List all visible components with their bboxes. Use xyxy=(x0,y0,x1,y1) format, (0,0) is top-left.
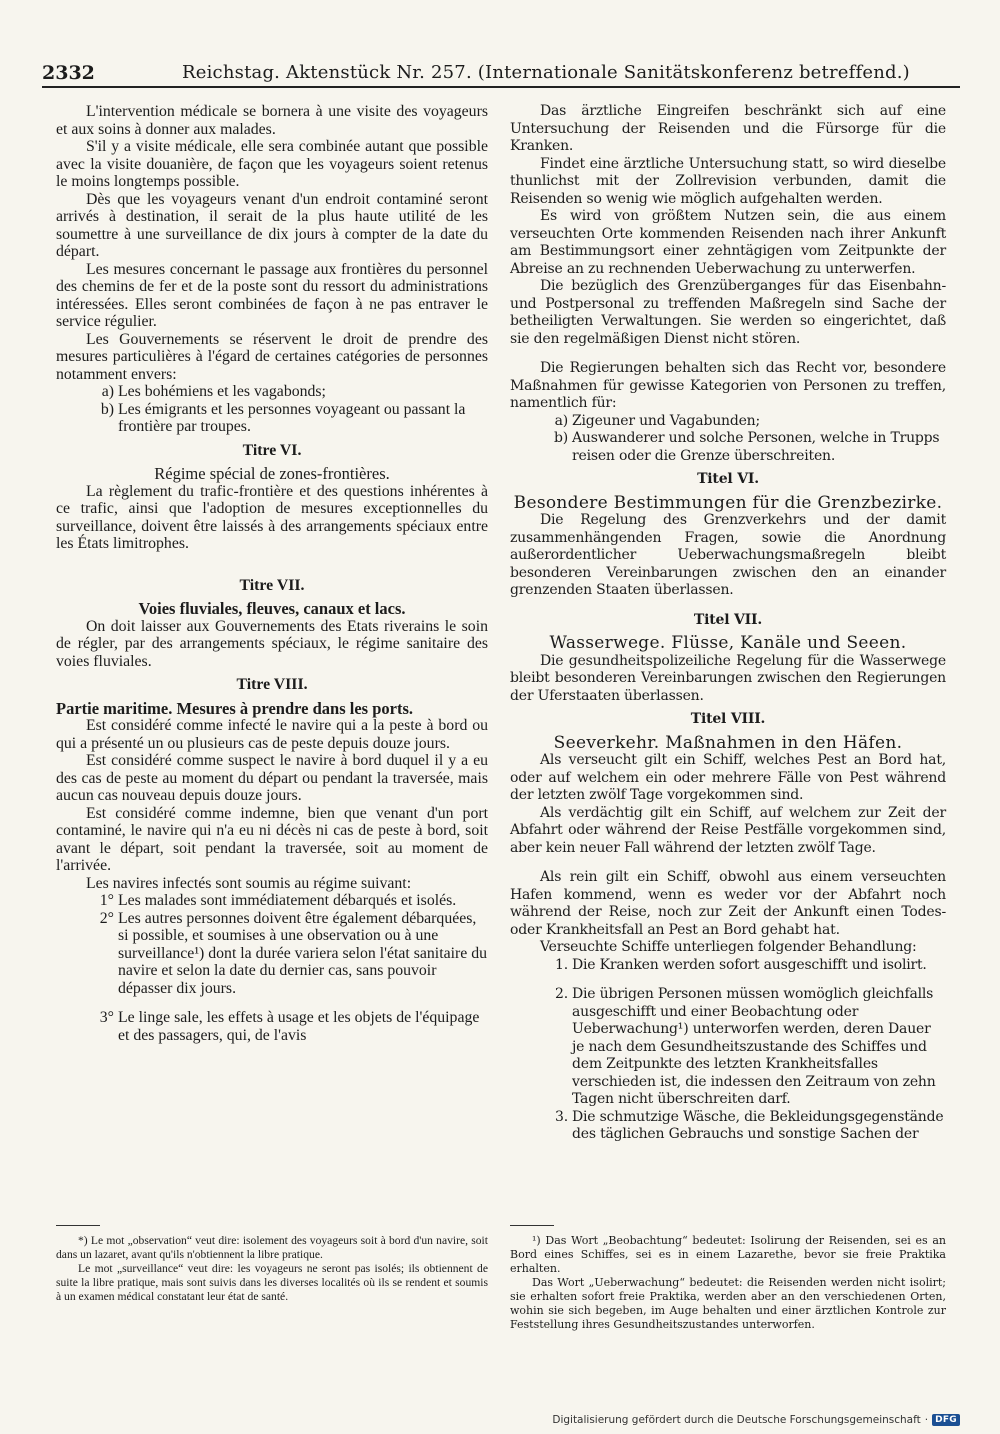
german-paragraph: Die Regelung des Grenzverkehrs und der damit zusammenhängenden Fragen, sowie die Anordnung außerordentlicher Ueberwachungsmaßregeln bleibt besonderen Vereinbarungen zwischen den an einander grenzenden Staaten überlassen. xyxy=(510,512,946,598)
french-paragraph: On doit laisser aux Gouvernements des Etats riverains le soin de régler, par des arrangements spéciaux, le régime sanitaire des voies fluviales. xyxy=(56,617,488,670)
header-rule xyxy=(42,86,960,88)
german-paragraph: Es wird von größtem Nutzen sein, die aus einem verseuchten Orte kommenden Reisenden nach ihrer Ankunft am Bestimmungsort einer zehntägigen vom Zeitpunkte der Abreise an zu rechnenden Ueberwachung zu unterwerfen. xyxy=(510,208,946,277)
section-title: Titel VIII. xyxy=(690,711,766,727)
french-column xyxy=(56,103,488,1044)
list-label: b) xyxy=(100,400,114,418)
french-footnotes xyxy=(56,1234,488,1304)
list-item xyxy=(510,986,946,1109)
french-paragraph: Est considéré comme suspect le navire à bord duquel il y a eu des cas de peste au moment du départ ou pendant la traversée, mais aucun cas nouveau depuis douze jours. xyxy=(56,752,488,804)
footnote: Das Wort „Ueberwachung“ bedeutet: die Reisenden werden nicht isolirt; sie erhalten sofort freie Praktika, werden aber an den verschiedenen Orten, wohin sie sich begeben, im Auge behalten und einer ärztlichen Kontrole zur Feststellung ihres Gesundheitszustandes unterworfen. xyxy=(510,1276,946,1331)
german-paragraph: Als verdächtig gilt ein Schiff, auf welchem zur Zeit der Abfahrt oder während der Reise Pestfälle vorgekommen sind, aber kein neuer Fall während der letzten zwölf Tage. xyxy=(510,804,946,856)
list-label: 1. xyxy=(555,956,568,973)
section-title: Titel VII. xyxy=(693,611,763,628)
french-paragraph: Les mesures concernant le passage aux frontières du personnel des chemins de fer et de la poste sont du ressort du administrations intéressées. Elles seront combinées de façon à ne pas entraver le service régulier. xyxy=(56,260,488,330)
list-label: b) xyxy=(553,430,568,446)
footnote-rule xyxy=(56,1225,100,1226)
section-subtitle: Voies fluviales, fleuves, canaux et lacs. xyxy=(138,599,406,618)
french-paragraph: L'intervention médicale se bornera à une visite des voyageurs et aux soins à donner aux malades. xyxy=(56,103,488,138)
german-paragraph: Die bezüglich des Grenzüberganges für das Eisenbahn- und Postpersonal zu treffenden Maßregeln sind Sache der betheiligten Verwaltungen. Sie werden so eingerichtet, daß sie den regelmäßigen Dienst nicht stören. xyxy=(510,278,946,347)
page-header xyxy=(42,58,960,88)
list-item xyxy=(510,413,946,431)
section-title: Titre VI. xyxy=(242,441,302,459)
footnote-rule xyxy=(510,1225,554,1226)
list-item xyxy=(56,910,488,998)
list-text: Die übrigen Personen müssen womöglich gleichfalls ausgeschifft und einer Beobachtung oder Ueberwachung¹) unterworfen werden, deren Dauer je nach dem Gesundheitszustande des Schiffes und dem Zeitpunkte des letzten Krankheitsfalles verschieden ist, die indessen den Zeitraum von zehn Tagen nicht überschreiten darf. xyxy=(572,986,936,1107)
list-label: 3. xyxy=(555,1108,568,1125)
german-paragraph: Das ärztliche Eingreifen beschränkt sich auf eine Untersuchung der Reisenden und die Fürsorge für die Kranken. xyxy=(510,103,946,154)
list-text: Zigeuner und Vagabunden; xyxy=(572,412,761,429)
section-subtitle: Régime spécial de zones-frontières. xyxy=(154,464,390,483)
digitization-credit xyxy=(552,1413,960,1427)
german-paragraph: Die Regierungen behalten sich das Recht vor, besondere Maßnahmen für gewisse Kategorien von Personen zu treffen, namentlich für: xyxy=(510,360,946,411)
list-label: 1° xyxy=(99,892,114,909)
list-item xyxy=(56,1009,488,1044)
german-paragraph: Als verseucht gilt ein Schiff, welches Pest an Bord hat, oder auf welchem ein oder mehrere Fälle von Pest während der letzten zwölf Tage vorgekommen sind. xyxy=(510,752,946,803)
list-text: Les bohémiens et les vagabonds; xyxy=(118,383,326,400)
section-subtitle: Wasserwege. Flüsse, Kanäle und Seeen. xyxy=(549,633,907,653)
list-item xyxy=(510,430,946,465)
section-subtitle: Besondere Bestimmungen für die Grenzbezirke. xyxy=(513,492,943,513)
section-title: Titre VIII. xyxy=(236,676,308,693)
page-number: 2332 xyxy=(42,62,95,84)
german-paragraph: Als rein gilt ein Schiff, obwohl aus einem verseuchten Hafen kommend, wenn es weder vor der Abfahrt noch während der Reise, noch zur Zeit der Ankunft einen Todes- oder Krankheitsfall an Pest an Bord gehabt hat. xyxy=(510,869,946,938)
footnote: *) Le mot „observation“ veut dire: isolement des voyageurs soit à bord d'un navire, soit dans un lazaret, avant qu'ils n'obtiennent la libre pratique. xyxy=(56,1234,488,1261)
french-paragraph: S'il y a visite médicale, elle sera combinée autant que possible avec la visite douanière, de façon que les voyageurs soient retenus le moins longtemps possible. xyxy=(56,138,488,190)
french-paragraph: Les navires infectés sont soumis au régime suivant: xyxy=(86,874,412,892)
list-text: Les malades sont immédiatement débarqués et isolés. xyxy=(118,892,457,909)
german-column xyxy=(510,103,946,1144)
list-item xyxy=(56,383,488,401)
list-item xyxy=(510,1109,946,1144)
list-text: Die schmutzige Wäsche, die Bekleidungsgegenstände des täglichen Gebrauchs und sonstige Sachen der xyxy=(572,1108,944,1142)
list-label: a) xyxy=(101,383,114,400)
footnote: ¹) Das Wort „Beobachtung“ bedeutet: Isolirung der Reisenden, sei es an Bord eines Schiffes, sei es in einem Lazarethe, bevor sie freie Praktika erhalten. xyxy=(510,1234,946,1275)
french-paragraph: Est considéré comme infecté le navire qui a la peste à bord ou qui a présenté un ou plusieurs cas de peste depuis douze jours. xyxy=(56,717,488,752)
list-text: Die Kranken werden sofort ausgeschifft und isolirt. xyxy=(572,956,927,973)
german-paragraph: Findet eine ärztliche Untersuchung statt, so wird dieselbe thunlichst mit der Zollrevision verbunden, damit die Reisenden so wenig wie möglich aufgehalten werden. xyxy=(510,155,946,207)
list-item xyxy=(56,892,488,910)
list-label: 2° xyxy=(99,909,114,927)
french-paragraph: La règlement du trafic-frontière et des questions inhérentes à ce trafic, ainsi que l'adoption de mesures exceptionnelles du surveillance, doivent être laissés à des arrangements spéciaux entre les États limitrophes. xyxy=(56,482,488,552)
french-paragraph: Est considéré comme indemne, bien que venant d'un port contaminé, le navire qui n'a eu ni décès ni cas de peste à bord, soit avant le départ, soit pendant la traversée, soit au moment de l'arrivée. xyxy=(56,804,488,874)
credit-separator: · xyxy=(924,1414,929,1426)
section-subtitle: Seeverkehr. Maßnahmen in den Häfen. xyxy=(553,732,903,753)
section-title: Titel VI. xyxy=(697,471,759,487)
list-label: 2. xyxy=(555,986,568,1002)
list-text: Le linge sale, les effets à usage et les objets de l'équipage et des passagers, qui, de l'avis xyxy=(118,1009,480,1044)
list-label: a) xyxy=(554,412,568,429)
french-paragraph: Les Gouvernements se réservent le droit de prendre des mesures particulières à l'égard de certaines catégories de personnes notamment envers: xyxy=(56,330,488,383)
list-text: Auswanderer und solche Personen, welche in Trupps reisen oder die Grenze überschreiten. xyxy=(572,430,940,464)
running-title: Reichstag. Aktenstück Nr. 257. (Internationale Sanitätskonferenz betreffend.) xyxy=(182,62,910,83)
german-paragraph: Die gesundheitspolizeiliche Regelung für die Wasserwege bleibt besonderen Vereinbarungen zwischen den Regierungen der Uferstaaten überlassen. xyxy=(510,652,946,704)
german-footnotes xyxy=(510,1234,946,1332)
list-text: Les autres personnes doivent être également débarquées, si possible, et soumises à une observation ou à une surveillance¹) dont la durée variera selon l'état sanitaire du navire et selon la date du dernier cas, sans pouvoir dépasser dix jours. xyxy=(118,909,487,997)
list-label: 3° xyxy=(99,1009,114,1026)
credit-text: Digitalisierung gefördert durch die Deutsche Forschungsgemeinschaft xyxy=(552,1414,921,1426)
section-subtitle: Partie maritime. Mesures à prendre dans les ports. xyxy=(56,698,413,718)
dfg-logo-icon: DFG xyxy=(932,1414,960,1426)
german-paragraph: Verseuchte Schiffe unterliegen folgender Behandlung: xyxy=(540,939,917,955)
section-title: Titre VII. xyxy=(239,576,305,594)
french-paragraph: Dès que les voyageurs venant d'un endroit contaminé seront arrivés à destination, il serait de la plus haute utilité de les soumettre à une surveillance de dix jours à compter de la date du départ. xyxy=(56,190,488,260)
footnote: Le mot „surveillance“ veut dire: les voyageurs ne seront pas isolés; ils obtiennent de suite la libre pratique, mais sont suivis dans les diverses localités où ils se rendent et soumis à un examen médical constatant leur état de santé. xyxy=(56,1262,488,1303)
list-item xyxy=(510,957,946,975)
list-item xyxy=(56,401,488,436)
list-text: Les émigrants et les personnes voyageant ou passant la frontière par troupes. xyxy=(118,400,466,435)
